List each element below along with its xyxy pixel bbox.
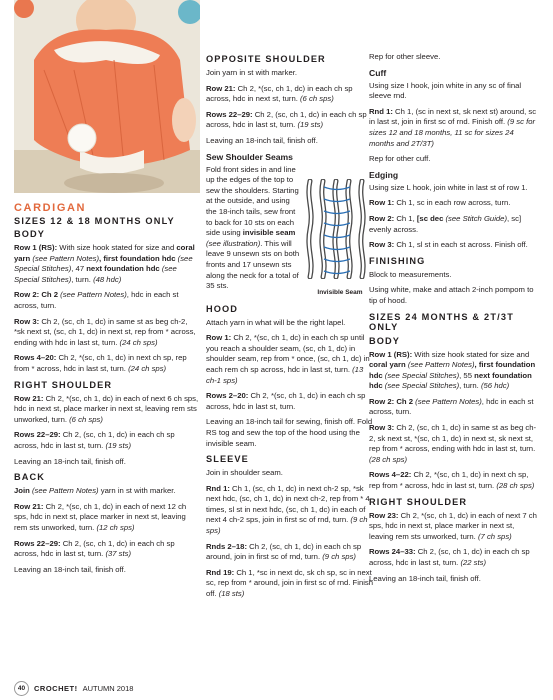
rs-row-23: Row 23: Ch 2, *(sc, ch 1, dc) in each of next 7 ch sps, hdc in next st, place marker in next st, leaving rem sts unworked, turn. (7 ch sps)	[369, 510, 537, 541]
row-1-b: Row 1 (RS): With size hook stated for size and coral yarn (see Pattern Notes), first foundation hdc (see Special Stitches), 55 next foundation hdc (see Special Stitches), turn. (56 hdc)	[369, 349, 536, 391]
hood-rows-2-20: Rows 2–20: Ch 2, *(sc, ch 1, dc) in each ch sp across, hdc in last st, turn.	[206, 391, 366, 411]
row-2-b: Row 2: Ch 2 (see Pattern Notes), hdc in each st across, turn.	[369, 396, 534, 417]
sizes-heading-2: SIZES 24 MONTHS & 2T/3T ONLY	[369, 311, 515, 332]
hood-attach: Attach yarn in what will be the right lapel.	[206, 317, 346, 327]
issue-label: AUTUMN 2018	[82, 684, 134, 693]
sleeve-rnd-19: Rnd 19: Ch 1, *sc in next dc, sk ch sp, sc in next sc, rep from * around, join in first sc of rnd. Finish off. (18 sts)	[206, 567, 374, 599]
back-leave: Leaving an 18-inch tail, finish off.	[14, 564, 126, 574]
os-leave: Leaving an 18-inch tail, finish off.	[206, 135, 318, 145]
rs-leave: Leaving an 18-inch tail, finish off.	[14, 456, 126, 466]
hood-leave: Leaving an 18-inch tail for sewing, finish off. Fold RS tog and sew the top of the hood using the invisible seam.	[206, 417, 373, 448]
heading-sew-shoulder-seams: Sew Shoulder Seams	[206, 151, 293, 162]
heading-body: BODY	[14, 229, 45, 240]
heading-opposite-shoulder: OPPOSITE SHOULDER	[206, 54, 326, 64]
heading-finishing: FINISHING	[369, 255, 426, 266]
rep-sleeve: Rep for other sleeve.	[369, 52, 441, 61]
row-3-b: Row 3: Ch 2, (sc, ch 1, dc) in same st as beg ch-2, sk next st, *(sc, ch 1, dc) in next st, sk next st, rep from * across, ending with hdc in last st, turn. (28 ch sps)	[369, 423, 537, 464]
back-row-21: Row 21: Ch 2, *(sc, ch 1, dc) in each of next 12 ch sps, hdc in next st, place marker in next st, leaving rem sts unworked, turn. (12 ch sps)	[14, 501, 187, 532]
page-footer	[14, 681, 133, 696]
heading-back: BACK	[14, 472, 45, 483]
invisible-seam-illustration	[304, 179, 376, 297]
sleeve-rnd-1: Rnd 1: Ch 1, (sc, ch 1, dc) in next ch-2 sp, *sk next hdc, (sc, ch 1, dc) in next ch-2, rep from * 4 times, sl st in next hdc, (sc, ch 1, dc) in each of next 4 ch-2 sps, join in first sc of rnd, turn. (9 ch sps)	[206, 483, 370, 536]
sleeve-join: Join in shoulder seam.	[206, 468, 283, 478]
page-number: 40	[14, 681, 29, 696]
section-title-cardigan: CARDIGAN	[14, 202, 87, 214]
back-join: Join (see Pattern Notes) yarn in st with marker.	[14, 486, 176, 496]
cuff-instructions: Using size I hook, join white in any sc of final sleeve rnd.	[369, 80, 522, 101]
heading-hood: HOOD	[206, 303, 238, 314]
rs-rows-24-33: Rows 24–33: Ch 2, (sc, ch 1, dc) in each ch sp across, hdc in last st, turn. (22 sts)	[369, 547, 530, 567]
finishing-pompom: Using white, make and attach 2-inch pompom to tip of hood.	[369, 285, 534, 305]
hood-row-1: Row 1: Ch 2, *(sc, ch 1, dc) in each ch sp until you reach a shoulder seam, (sc, ch 1, dc) in shoulder seam, rep from * once, (sc, ch 1, dc) in each rem ch sp across, hdc in last st, turn. (13 ch-1 sps)	[206, 333, 370, 385]
edging-row-2: Row 2: Ch 1, [sc dec (see Stitch Guide), sc] evenly across.	[369, 213, 522, 234]
back-rows-22-29: Rows 22–29: Ch 2, (sc, ch 1, dc) in each ch sp across, hdc in last st, turn. (37 sts)	[14, 538, 175, 559]
heading-body-2: BODY	[369, 335, 400, 346]
cuff-rnd-1: Rnd 1: Ch 1, (sc in next st, sk next st) around, sc in last st, join in first sc of rnd. Finish off. (9 sc for sizes 12 and 18 months, 11 sc for sizes 24 months and 2T/3T)	[369, 106, 537, 148]
os-rows-22-29: Rows 22–29: Ch 2, (sc, ch 1, dc) in each ch sp across, hdc in last st, turn. (19 sts)	[206, 109, 367, 130]
sizes-heading: SIZES 12 & 18 MONTHS ONLY	[14, 215, 175, 226]
row-3: Row 3: Ch 2, (sc, ch 1, dc) in same st as beg ch-2, *sk next st, (sc, ch 1, dc) in next st, rep from * across, ending with hdc in last st, turn. (24 ch sps)	[14, 316, 196, 347]
sleeve-rnds-2-18: Rnds 2–18: Ch 2, (sc, ch 1, dc) in each ch sp around, join in first sc of rnd, turn. (9 ch sps)	[206, 541, 362, 562]
heading-sleeve: SLEEVE	[206, 454, 249, 465]
heading-cuff: Cuff	[369, 67, 387, 78]
edging-instructions: Using size L hook, join white in last st of row 1.	[369, 182, 528, 192]
column-left	[14, 200, 200, 580]
rs-rows-22-29: Rows 22–29: Ch 2, (sc, ch 1, dc) in each ch sp across, hdc in last st, turn. (19 sts)	[14, 430, 175, 450]
rows-4-22-b: Rows 4–22: Ch 2, *(sc, ch 1, dc) in next ch sp, rep from * across, hdc in last st, turn. (28 ch sps)	[369, 470, 535, 491]
finishing-block: Block to measurements.	[369, 269, 452, 279]
edging-row-1: Row 1: Ch 1, sc in each row across, turn.	[369, 198, 511, 208]
rs-leave-2: Leaving an 18-inch tail, finish off.	[369, 573, 481, 583]
os-join: Join yarn in st with marker.	[206, 68, 297, 77]
heading-right-shoulder: RIGHT SHOULDER	[14, 379, 113, 390]
heading-right-shoulder-2: RIGHT SHOULDER	[369, 496, 468, 507]
seam-diagram-icon	[304, 179, 370, 279]
edging-row-3: Row 3: Ch 1, sl st in each st across. Finish off.	[369, 240, 528, 250]
magazine-name: CROCHET!	[34, 684, 78, 693]
column-right	[369, 52, 540, 589]
seam-caption: Invisible Seam	[317, 289, 363, 297]
column-middle	[206, 52, 374, 605]
row-2: Row 2: Ch 2 (see Pattern Notes), hdc in each st across, turn.	[14, 290, 179, 311]
heading-edging: Edging	[369, 169, 399, 180]
rows-4-20: Rows 4–20: Ch 2, *(sc, ch 1, dc) in next ch sp, rep from * across, hdc in last st, turn. (24 ch sps)	[14, 353, 187, 374]
rs-row-21: Row 21: Ch 2, *(sc, ch 1, dc) in each of next 6 ch sps, hdc in next st, place marker in next st, leaving rem sts unworked, turn. (6 ch sps)	[14, 393, 199, 424]
cuff-rep: Rep for other cuff.	[369, 154, 431, 164]
sew-instructions: Invisible Seam Fold front sides in and line up the edges of the top to sew the shoulders. Starting at the outside, and using the 18-inch tails, sew front to back for 10 sts on each side using invisible seam (see illustration). This will leave 9 unsewn sts on both fronts and 17 unsewn sts along the neck for a total of 35 sts.	[206, 165, 374, 299]
os-row-21: Row 21: Ch 2, *(sc, ch 1, dc) in each ch sp across, hdc in next st, turn. (6 ch sps)	[206, 83, 353, 104]
row-1: Row 1 (RS): With size hook stated for size and coral yarn (see Pattern Notes), first foundation hdc (see Special Stitches), 47 next foundation hdc (see Special Stitches), turn. (48 hdc)	[14, 243, 195, 284]
project-photo	[14, 0, 200, 193]
